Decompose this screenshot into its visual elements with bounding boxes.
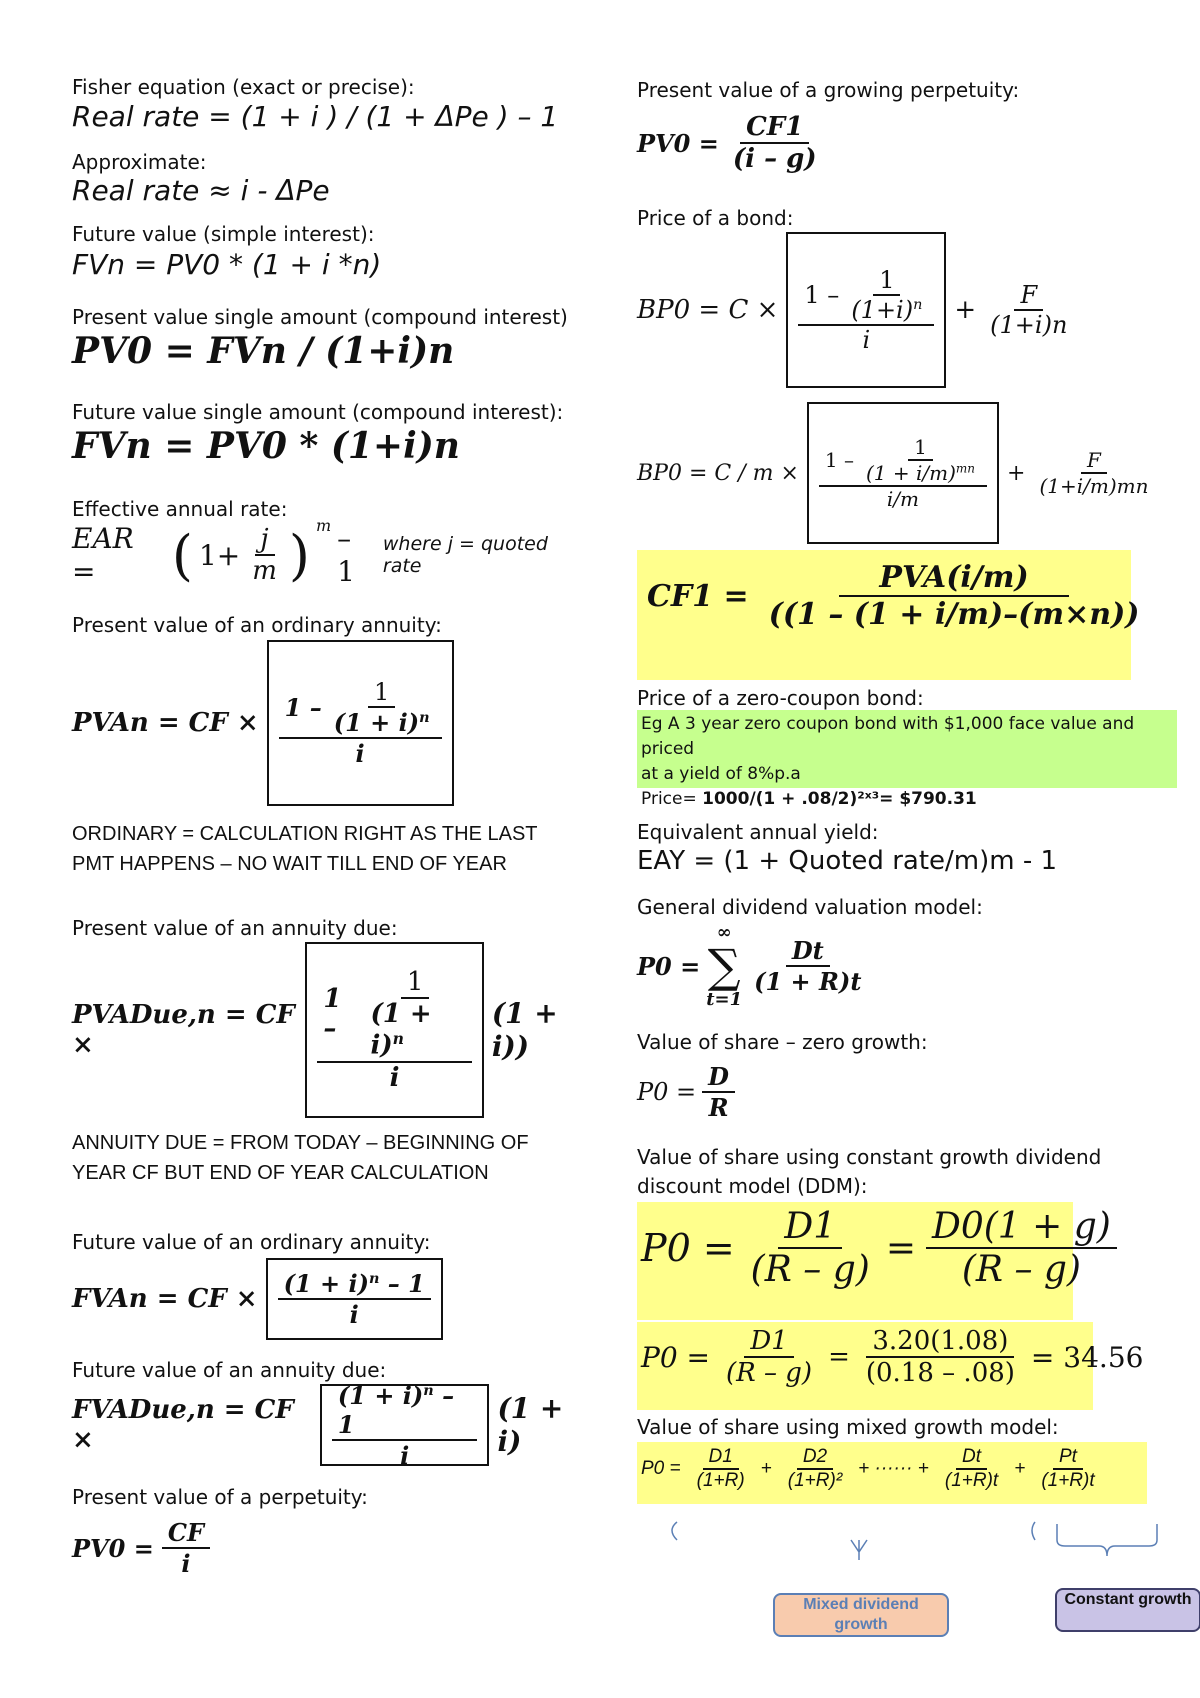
bond2-rhs: $\frac{F}{(1+i/m)mn}$ (1039, 448, 1149, 498)
eay-formula: EAY = (1 + Quoted rate/m)m - 1 (637, 846, 1058, 876)
ear-tail: –1 (337, 522, 355, 588)
cf1-fraction (763, 560, 1146, 632)
ordinary-note-2: PMT HAPPENS – NO WAIT TILL END OF YEAR (72, 853, 507, 875)
pva-due-lhs: PVADue,n = CF × (72, 1000, 295, 1060)
perp-label: Present value of a perpetuity: (72, 1485, 368, 1509)
gdv-lhs: P0 = (637, 951, 701, 981)
ear-num: j (255, 524, 275, 556)
ddm-label-1: Value of share using constant growth dividend (637, 1145, 1102, 1169)
bond1-rhs: $\frac{F}{(1+i)n}$ (990, 281, 1068, 339)
mixed-term-num: D1 (703, 1446, 739, 1470)
mixed-term-den: (1+R)t (1041, 1470, 1095, 1491)
mixed-term-den: (1+R) (696, 1470, 745, 1491)
gperp-lhs: PV0 = (637, 128, 719, 158)
fv-simple-formula: FVn = PV0 * (1 + i *n) (72, 248, 382, 281)
pv-single-formula: PV0 = FVn / (1+i)n (72, 330, 455, 372)
pv-single-label: Present value single amount (compound interest) (72, 305, 568, 329)
approx-formula: Real rate ≈ i - ΔPe (72, 174, 330, 207)
fva-due-formula (72, 1380, 592, 1470)
due-note-2: YEAR CF BUT END OF YEAR CALCULATION (72, 1162, 489, 1184)
fva-due-lhs: FVADue,n = CF × (72, 1395, 294, 1455)
mixed-term-num: D2 (797, 1446, 833, 1470)
ordinary-note-1: ORDINARY = CALCULATION RIGHT AS THE LAST (72, 823, 538, 845)
ear-label: Effective annual rate: (72, 497, 288, 521)
ear-close-paren: ) (288, 523, 310, 587)
fva-ord-lhs: FVAn = CF × (72, 1284, 258, 1314)
mixed-term-num: Dt (956, 1446, 987, 1470)
pva-ord-label: Present value of an ordinary annuity: (72, 613, 442, 637)
pva-ord-formula (72, 640, 454, 806)
fv-simple-label: Future value (simple interest): (72, 222, 375, 246)
bond1-formula (637, 232, 1073, 388)
callout-mixed-growth: Mixed dividend growth (773, 1593, 949, 1637)
ear-formula (72, 515, 592, 588)
pva-ord-bracket (267, 640, 454, 806)
mixed-term-num: Pt (1053, 1446, 1083, 1470)
fva-ord-formula (72, 1258, 443, 1340)
callout-constant-growth: Constant growth (1055, 1588, 1200, 1632)
pva-ord-lhs: PVAn = CF × (72, 708, 259, 738)
cf1-num: PVA(i/m) (839, 560, 1068, 597)
mixed-term-den: (1+R)² (787, 1470, 843, 1491)
ear-exp: m (315, 515, 332, 535)
zero-eg-line-1: Eg A 3 year zero coupon bond with $1,000 face value and priced (641, 714, 1135, 759)
fv-single-formula: FVn = PV0 * (1+i)n (72, 425, 460, 467)
gdv-sigma: ∞ ∑ t=1 (706, 922, 743, 1010)
perp-lhs: PV0 = (72, 1533, 154, 1563)
ear-one-plus: 1+ (198, 538, 241, 572)
due-note-1: ANNUITY DUE = FROM TODAY – BEGINNING OF (72, 1132, 529, 1154)
fv-single-label: Future value single amount (compound interest): (72, 400, 564, 424)
pva-due-bracket: 1 – $\frac{1}{(1 + i)^n}$ i (305, 942, 484, 1118)
bond2-plus: + (1007, 460, 1026, 486)
mixed-formula: P0 = $\frac{D1}{(1+R)}$ + $\frac{D2}{\text{(1+R)²}}$ + ······ + $\frac{Dt}{(1+R)t}$ + $\frac{Pt}{(1+R)t}$ (641, 1446, 1101, 1492)
cf1-formula (647, 560, 1145, 632)
bond2-formula (637, 402, 1155, 544)
ear-lhs: EAR = (72, 522, 134, 588)
mixed-plus: + (1014, 1458, 1026, 1479)
zero-label: Price of a zero-coupon bond: (637, 686, 924, 710)
zero-price-line (641, 787, 1177, 812)
constant-brace (1057, 1524, 1157, 1556)
mixed-term-3 (939, 1446, 1004, 1492)
ddm-label-2: discount model (DDM): (637, 1174, 868, 1198)
pva-due-label: Present value of an annuity due: (72, 916, 398, 940)
bond2-lhs: BP0 = C / m × (637, 460, 799, 486)
fisher-formula: Real rate = (1 + i ) / (1 + ΔPe ) – 1 (72, 100, 559, 133)
mixed-term-1 (691, 1446, 751, 1492)
eay-label: Equivalent annual yield: (637, 820, 879, 844)
fva-ord-bracket: $\frac{(1 + i)^n - 1}{i}$ (266, 1258, 443, 1340)
approx-label: Approximate: (72, 150, 207, 174)
pva-ord-frac: 1 – $\frac{1}{(1 + i)^n}$ i (279, 678, 442, 768)
gperp-formula (637, 112, 823, 174)
perp-fraction (162, 1518, 210, 1578)
ddm-formula: P0 = $\frac{D1}{(R - g)}$ = $\frac{D0(1 + g)}{(R - g)}$ (641, 1206, 1117, 1290)
perp-num: CF (162, 1518, 210, 1549)
fva-due-label: Future value of an annuity due: (72, 1358, 387, 1382)
zero-growth-label: Value of share – zero growth: (637, 1030, 928, 1054)
gdv-label: General dividend valuation model: (637, 895, 983, 919)
zero-price-value: 1000/(1 + .08/2)²ˣ³= $790.31 (702, 789, 977, 809)
zero-example (641, 712, 1177, 812)
mixed-term-den: (1+R)t (944, 1470, 999, 1491)
gperp-den: (i – g) (732, 144, 817, 174)
mixed-term-4 (1035, 1446, 1100, 1492)
gperp-fraction (727, 112, 823, 174)
pva-due-formula (72, 942, 592, 1118)
pva-due-tail: (1 + i)) (491, 997, 558, 1063)
fisher-label: Fisher equation (exact or precise): (72, 75, 415, 99)
bond-label: Price of a bond: (637, 206, 794, 230)
gdv-fraction: $\frac{Dt}{(1 + R)t}$ (754, 936, 862, 996)
bond1-lhs: BP0 = C × (637, 295, 779, 325)
bond1-plus: + (954, 295, 977, 325)
gperp-num: CF1 (740, 112, 809, 144)
bond2-bracket: 1 – $\frac{1}{(1 + i/m)^{mn}}$ i/m (807, 402, 999, 544)
perp-den: i (181, 1549, 191, 1578)
bond1-bracket: 1 – $\frac{1}{(1+i)^n}$ i (786, 232, 946, 388)
ear-open-paren: ( (171, 523, 193, 587)
fva-due-bracket: $\frac{(1 + i)^n - 1}{i}$ (320, 1384, 490, 1466)
ear-note: where j = quoted rate (382, 533, 548, 577)
gperp-label: Present value of a growing perpetuity: (637, 78, 1020, 102)
zero-eg-line-2: at a yield of 8%p.a (641, 764, 801, 784)
brace-right-mark (1032, 1522, 1035, 1540)
mixed-label: Value of share using mixed growth model: (637, 1415, 1059, 1439)
cf1-lhs: CF1 = (647, 578, 749, 614)
mixed-plus: + (760, 1458, 772, 1479)
ear-fraction (246, 524, 283, 586)
gdv-formula (637, 922, 867, 1010)
perp-formula (72, 1518, 210, 1578)
fva-ord-label: Future value of an ordinary annuity: (72, 1230, 431, 1254)
cf1-den: ((1 – (1 + i/m)–(m×n)) (768, 597, 1140, 632)
mixed-dots: + ······ + (858, 1458, 929, 1479)
zero-growth-formula: P0 = $\frac{D}{R}$ (637, 1062, 735, 1122)
ear-den: m (252, 556, 277, 586)
fva-due-tail: (1 + i) (497, 1392, 564, 1458)
brace-left-mark (672, 1522, 677, 1540)
mixed-term-2 (782, 1446, 848, 1492)
ddm-example-formula: P0 = $\frac{D1}{(R - g)}$ = $\frac{3.20(1.08)}{(0.18 - .08)}$ = 34.56 (641, 1326, 1144, 1388)
zero-price-prefix: Price= (641, 789, 697, 809)
brace-mid-mark (851, 1540, 867, 1560)
